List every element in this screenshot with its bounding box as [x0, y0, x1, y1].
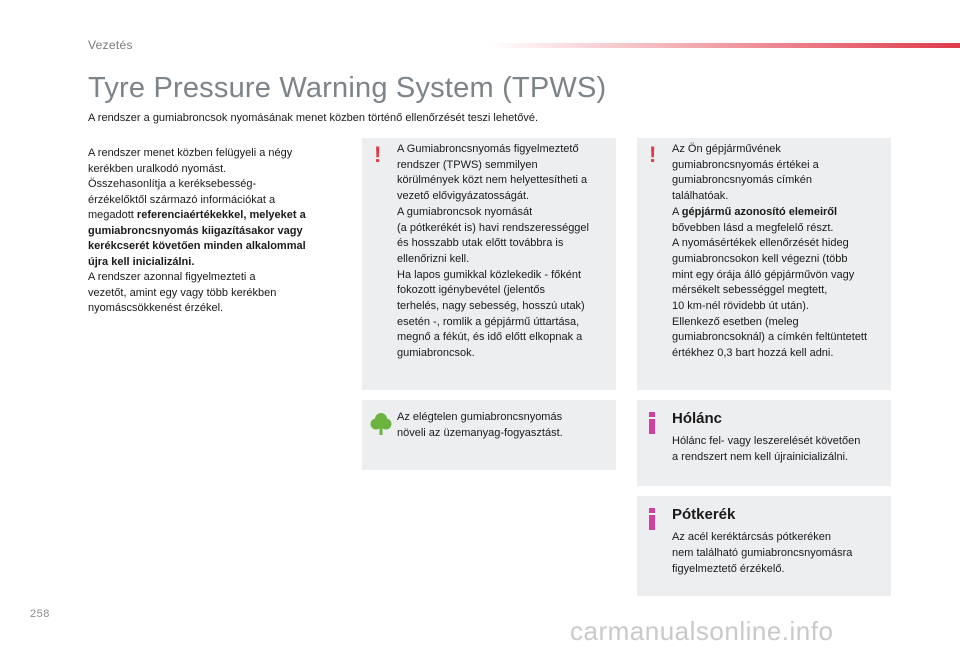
info-box-spare-wheel — [637, 496, 891, 596]
text-line: Hólánc fel- vagy leszerelését követően — [672, 435, 861, 447]
text-line: ellenőrizni kell. — [397, 252, 470, 265]
text-line: vezetőt, amint egy vagy több kerékben — [88, 286, 277, 299]
text-line: körülmények közt nem helyettesítheti a — [397, 174, 588, 187]
text-line: mérsékelt sebességgel megtett, — [672, 284, 828, 297]
text-line: a rendszert nem kell újrainicializálni. — [672, 451, 849, 463]
text-line: értékhez 0,3 bart hozzá kell adni. — [672, 347, 834, 360]
left-column-text — [88, 146, 350, 317]
text-line: Összehasonlítja a keréksebesség- — [88, 178, 257, 190]
text-line: fokozott igénybevétel (jelentős — [397, 284, 545, 297]
warning-box-pressure-values — [637, 138, 891, 390]
eco-box — [362, 400, 616, 470]
text-line: nem található gumiabroncsnyomásra — [672, 547, 853, 559]
header-accent-bar — [490, 43, 960, 48]
text-line: mint egy órája álló gépjárművön vagy — [672, 268, 855, 281]
page-title: Tyre Pressure Warning System (TPWS) — [88, 72, 607, 104]
text-line: A — [672, 205, 682, 218]
text-line: 10 km-nél rövidebb út után). — [672, 300, 809, 313]
text-line: A nyomásértékek ellenőrzését hideg — [672, 237, 849, 250]
text-line: gumiabroncsnyomás címkén — [672, 174, 813, 187]
warning-box-tpws — [362, 138, 616, 390]
box-heading: Hólánc — [672, 410, 723, 427]
text-line: megnő a fékút, és idő előtt elkopnak a — [397, 331, 583, 344]
text-line: gumiabroncsnyomás értékei a — [672, 158, 819, 171]
text-line: Az Ön gépjárművének — [672, 143, 781, 155]
warning-box-text — [672, 142, 887, 362]
text-line: érzékelőktől származó információkat a — [88, 193, 276, 206]
text-line: terhelés, nagy sebesség, hosszú utak) — [397, 300, 585, 313]
text-line: (a pótkerékét is) havi rendszerességgel — [397, 221, 589, 234]
text-line: és hosszabb utak előtt továbbra is — [397, 237, 564, 250]
text-line: gumiabroncsoknál) a címkén feltüntetett — [672, 331, 868, 344]
text-line: Az acél keréktárcsás pótkeréken — [672, 531, 831, 543]
text-line: találhatóak. — [672, 190, 729, 203]
intro-text: A rendszer a gumiabroncsok nyomásának menet közben történő ellenőrzését teszi lehetővé. — [88, 112, 539, 124]
emphasis-text: referenciaértékekkel, melyeket a — [136, 209, 306, 221]
text-line: A rendszer menet közben felügyeli a négy — [88, 147, 293, 159]
text-line: növeli az üzemanyag-fogyasztást. — [397, 426, 563, 439]
text-line: A rendszer azonnal figyelmezteti a — [88, 271, 256, 283]
text-line: gumiabroncsokon kell végezni (több — [672, 252, 848, 265]
text-line: vezető elővigyázatosságát. — [397, 190, 530, 203]
text-line: esetén -, romlik a gépjármű úttartása, — [397, 315, 580, 328]
eco-box-text — [397, 410, 612, 441]
text-line: rendszer (TPWS) semmilyen — [397, 158, 538, 171]
watermark: carmanualsonline.info — [570, 616, 834, 646]
text-line: megadott — [88, 209, 137, 221]
text-line: kerékben uralkodó nyomást. — [88, 162, 227, 175]
text-line: Az elégtelen gumiabroncsnyomás — [397, 411, 563, 423]
page-number: 258 — [30, 608, 50, 620]
exclamation-icon: ! — [649, 142, 657, 167]
text-line: A Gumiabroncsnyomás figyelmeztető — [397, 143, 579, 155]
text-line: gumiabroncsok. — [397, 347, 475, 360]
text-line: Ha lapos gumikkal közlekedik - főként — [397, 268, 582, 281]
text-line: nyomáscsökkenést érzékel. — [88, 302, 224, 314]
text-line: figyelmeztető érzékelő. — [672, 563, 785, 575]
emphasis-text: gumiabroncsnyomás kiigazításakor vagy — [88, 224, 303, 237]
box-body — [672, 529, 887, 577]
text-line: A gumiabroncsok nyomását — [397, 205, 533, 218]
eco-tree-icon — [370, 412, 392, 436]
text-line: bővebben lásd a megfelelő részt. — [672, 221, 834, 234]
box-heading: Pótkerék — [672, 506, 736, 523]
info-icon — [649, 412, 655, 434]
box-body — [672, 433, 887, 465]
exclamation-icon: ! — [374, 142, 382, 167]
emphasis-text: újra kell inicializálni. — [88, 255, 195, 268]
warning-box-text — [397, 142, 612, 362]
emphasis-text: gépjármű azonosító elemeiről — [681, 205, 838, 218]
info-icon — [649, 508, 655, 530]
header-section-label: Vezetés — [88, 38, 133, 52]
info-box-snow-chain — [637, 400, 891, 486]
emphasis-text: kerékcserét követően minden alkalommal — [88, 240, 306, 252]
text-line: Ellenkező esetben (meleg — [672, 315, 799, 328]
